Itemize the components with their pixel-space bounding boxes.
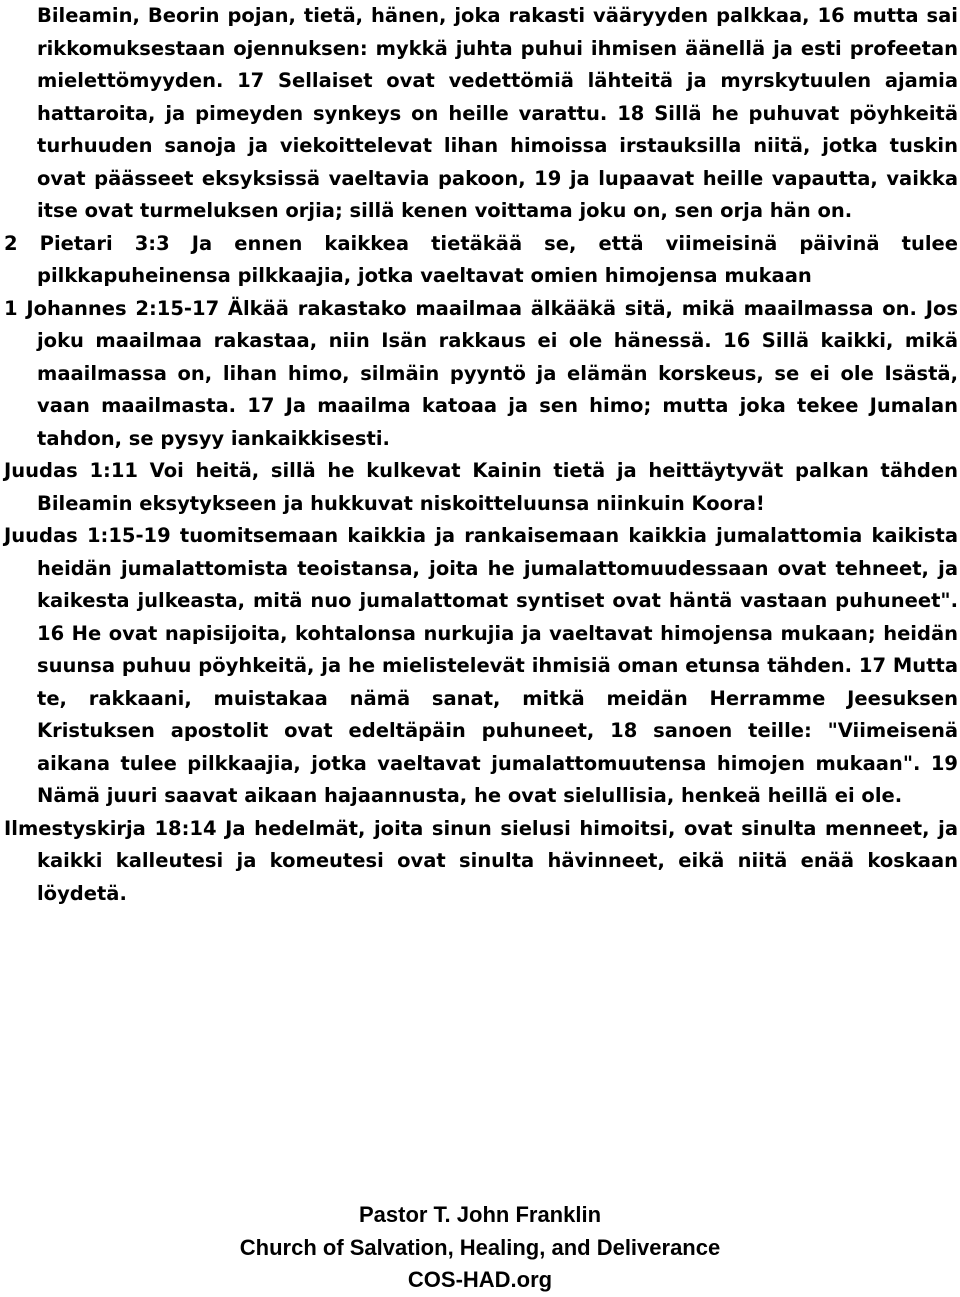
paragraph-juudas-11: Juudas 1:11 Voi heitä, sillä he kulkevat Kainin tietä ja heittäytyvät palkan tähden Bileamin eksytykseen ja hukkuvat niskoitteluunsa niinkuin Koora! [4,459,958,515]
paragraph-ilmestyskirja: Ilmestyskirja 18:14 Ja hedelmät, joita sinun sielusi himoitsi, ovat sinulta menneet, ja kaikki kalleutesi ja komeutesi ovat sinulta hävinneet, eikä niitä enää koskaan löydetä. [4,816,958,905]
document-body [4,0,958,910]
paragraph-juudas-15-19: Juudas 1:15-19 tuomitsemaan kaikkia ja rankaisemaan kaikkia jumalattomia kaikista heidän jumalattomista teoistansa, joita he jumalattomuudessaan ovat tehneet, ja kaikesta julkeasta, mitä nuo jumalattomat syntiset ovat häntä vastaan puhuneet". 16 He ovat napisijoita, kohtalonsa nurkujia ja vaeltavat himojensa mukaan; heidän suunsa puhuu pöyhkeitä, ja he mielistelevät ihmisiä oman etunsa tähden. 17 Mutta te, rakkaani, muistakaa nämä sanat, mitkä meidän Herramme Jeesuksen Kristuksen apostolit ovat edeltäpäin puhuneet, 18 sanoen teille: "Viimeisenä aikana tulee pilkkaajia, jotka vaeltavat jumalattomuutensa himojen mukaan". 19 Nämä juuri saavat aikaan hajaannusta, he ovat sielullisia, henkeä heillä ei ole. [4,524,958,807]
paragraph-2-pietari: 2 Pietari 3:3 Ja ennen kaikkea tietäkää se, että viimeisinä päivinä tulee pilkkapuheinensa pilkkaajia, jotka vaeltavat omien himojensa mukaan [4,231,958,287]
pastor-name: Pastor T. John Franklin [358,1202,602,1227]
paragraph-1-johannes: 1 Johannes 2:15-17 Älkää rakastako maailmaa älkääkä sitä, mikä maailmassa on. Jos joku maailmaa rakastaa, niin Isän rakkaus ei ole hänessä. 16 Sillä kaikki, mikä maailmassa on, lihan himo, silmäin pyyntö ja elämän korskeus, se ei ole Isästä, vaan maailmasta. 17 Ja maailma katoaa ja sen himo; mutta joka tekee Jumalan tahdon, se pysyy iankaikkisesti. [4,296,958,450]
footer [0,1199,960,1297]
church-name: Church of Salvation, Healing, and Deliverance [239,1234,721,1260]
paragraph-bileam: Bileamin, Beorin pojan, tietä, hänen, joka rakasti vääryyden palkkaa, 16 mutta sai rikkomuksestaan ojennuksen: mykkä juhta puhui ihmisen äänellä ja esti profeetan mielettömyyden. 17 Sellaiset ovat vedettömiä lähteitä ja myrskytuulen ajamia hattaroita, ja pimeyden synkeys on heille varattu. 18 Sillä he puhuvat pöyhkeitä turhuuden sanoja ja viekoittelevat lihan himoissa irstauksilla niitä, jotka tuskin ovat päässeet eksyksissä vaeltavia pakoon, 19 ja lupaavat heille vapautta, vaikka itse ovat turmeluksen orjia; sillä kenen voittama joku on, sen orja hän on. [37,4,958,222]
website-link[interactable]: COS-HAD.org [407,1267,553,1292]
